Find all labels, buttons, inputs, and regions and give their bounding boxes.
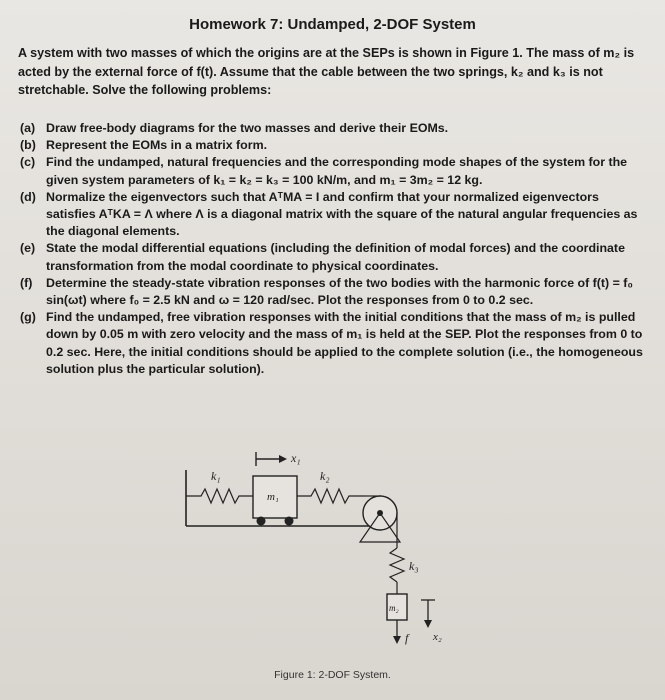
f-label: f (405, 631, 409, 645)
problem-list (20, 120, 645, 378)
problem-label: (d) (20, 189, 36, 204)
problem-text: Represent the EOMs in a matrix form. (46, 138, 268, 153)
intro-paragraph: A system with two masses of which the origins are at the SEPs is shown in Figure 1. The mass of m₂ is acted by the external force of f(t). Assume that the cable between the two springs, k₂ and k₃ is not stretchable. Solve the following problems: (18, 46, 635, 97)
problem-label: (f) (20, 275, 33, 290)
problem-text: Normalize the eigenvectors such that AᵀMA = I and confirm that your normalized eigenvectors satisfies AᵀKA = Λ where Λ is a diagonal matrix with the square of the natural angular frequencies as the diagonal elements. (46, 189, 638, 239)
figure-caption: Figure 1: 2-DOF System. (274, 669, 391, 681)
wheel-right (285, 517, 294, 526)
problem-text: State the modal differential equations (including the definition of modal forces) and the coordinate transformation from the modal coordinate to physical coordinates. (46, 241, 625, 273)
problem-item (20, 154, 645, 188)
problem-text: Determine the steady-state vibration responses of the two bodies with the harmonic force of f(t) = f₀ sin(ωt) where f₀ = 2.5 kN and ω = 120 rad/sec. Plot the responses from 0 to 0.2 sec. (46, 275, 634, 308)
x1-arrow (256, 452, 287, 466)
k1-label: k₁ (211, 469, 221, 483)
spring-k2 (297, 489, 365, 503)
m2-label: m₂ (389, 603, 399, 613)
problem-item (20, 120, 645, 137)
problem-item (20, 240, 645, 274)
problem-text: Find the undamped, free vibration responses with the initial conditions that the mass of m₂ is pulled down by 0.05 m with zero velocity and the mass of m₁ is held at the SEP. Plot the responses from 0 to 0.2 sec. Here, the initial conditions should be applied to the complete solution (i.e., the homogeneous solution plus the particular solution). (46, 310, 643, 376)
problem-text: Find the undamped, natural frequencies and the corresponding mode shapes of the system for the given system parameters of k₁ = k₂ = k₃ = 100 kN/m, and m₁ = 3m₂ = 12 kg. (46, 155, 628, 187)
x1-label: x₁ (291, 451, 301, 465)
k2-label: k₂ (320, 469, 330, 483)
problem-label: (b) (20, 138, 36, 153)
system-figure (175, 440, 485, 690)
spring-k1 (186, 489, 253, 503)
wheel-left (257, 517, 266, 526)
page-title: Homework 7: Undamped, 2-DOF System (189, 16, 476, 33)
problem-label: (c) (20, 155, 36, 170)
pulley (360, 496, 400, 542)
k3-label: k₃ (409, 559, 419, 573)
problem-label: (g) (20, 310, 36, 325)
spring-k3 (390, 548, 404, 582)
problem-label: (e) (20, 241, 36, 256)
force-arrow (393, 620, 401, 644)
problem-item (20, 309, 645, 378)
problem-label: (a) (20, 121, 36, 135)
problem-item (20, 189, 645, 241)
x2-arrow (421, 600, 435, 628)
problem-text: Draw free-body diagrams for the two masses and derive their EOMs. (46, 121, 449, 135)
problem-item (20, 275, 645, 309)
x2-label: x₂ (433, 631, 442, 643)
m1-label: m₁ (267, 491, 279, 503)
problem-item (20, 137, 645, 154)
